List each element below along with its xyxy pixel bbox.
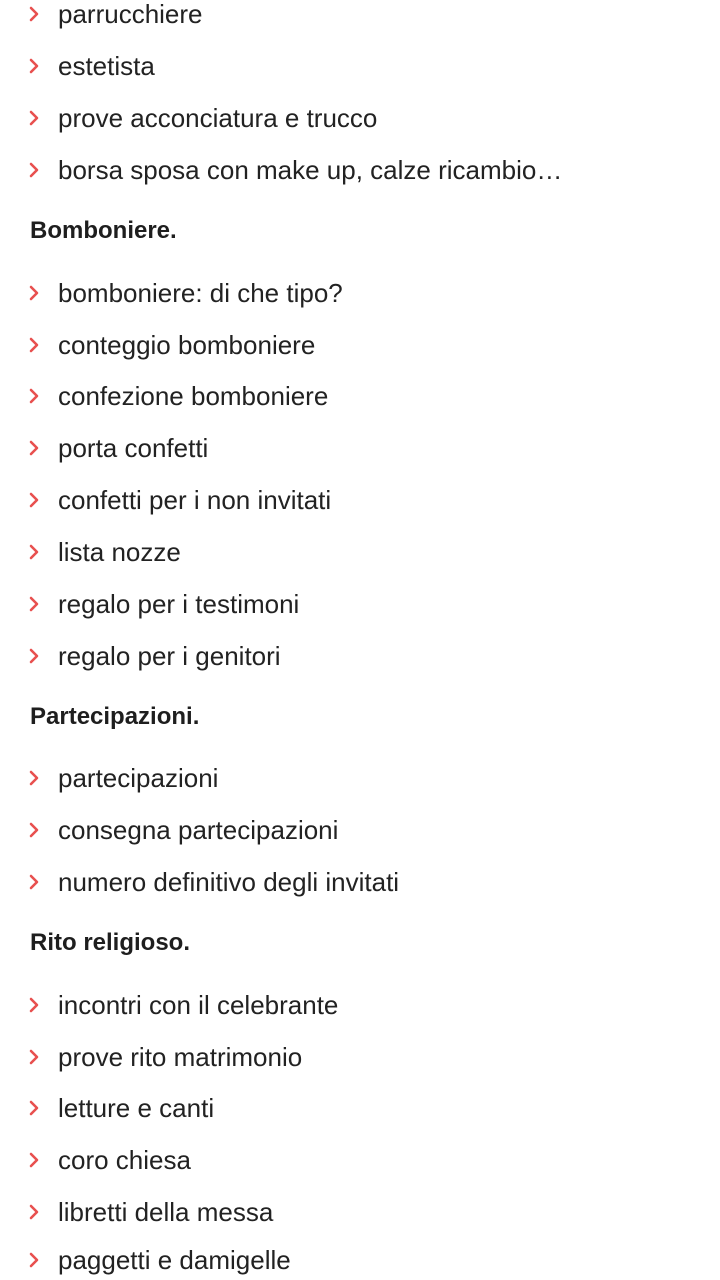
- list-item-label: prove rito matrimonio: [58, 1042, 303, 1072]
- list-item[interactable]: [0, 1088, 720, 1128]
- list-item[interactable]: [0, 480, 720, 520]
- list-item-label: parrucchiere: [58, 0, 203, 29]
- chevron-right-icon: [26, 162, 42, 178]
- chevron-right-icon: [26, 337, 42, 353]
- list-item-label: numero definitivo degli invitati: [58, 867, 400, 897]
- list-item[interactable]: [0, 758, 720, 798]
- list-item[interactable]: [0, 636, 720, 676]
- list-item-label: porta confetti: [58, 433, 209, 463]
- chevron-right-icon: [26, 1252, 42, 1268]
- chevron-right-icon: [26, 6, 42, 22]
- list-item-label: conteggio bomboniere: [58, 330, 316, 360]
- list-item-label: estetista: [58, 51, 155, 81]
- list-item[interactable]: [0, 810, 720, 850]
- list-item-label: confezione bomboniere: [58, 381, 329, 411]
- chevron-right-icon: [26, 648, 42, 664]
- list-item-label: coro chiesa: [58, 1145, 191, 1175]
- list-item-label: letture e canti: [58, 1093, 215, 1123]
- section-heading-bomboniere: Bomboniere.: [30, 217, 177, 244]
- chevron-right-icon: [26, 544, 42, 560]
- list-item[interactable]: [0, 532, 720, 572]
- chevron-right-icon: [26, 997, 42, 1013]
- section-heading-rito-religioso: Rito religioso.: [30, 929, 191, 956]
- list-item-label: libretti della messa: [58, 1197, 274, 1227]
- list-item-label: regalo per i genitori: [58, 641, 281, 671]
- list-item[interactable]: [0, 0, 720, 34]
- list-item[interactable]: [0, 1037, 720, 1077]
- list-item-label: paggetti e damigelle: [58, 1245, 291, 1275]
- chevron-right-icon: [26, 596, 42, 612]
- chevron-right-icon: [26, 388, 42, 404]
- chevron-right-icon: [26, 440, 42, 456]
- section-heading-partecipazioni: Partecipazioni.: [30, 703, 200, 730]
- chevron-right-icon: [26, 1152, 42, 1168]
- list-item[interactable]: [0, 325, 720, 365]
- list-item-label: lista nozze: [58, 537, 181, 567]
- list-item[interactable]: [0, 46, 720, 86]
- list-item[interactable]: [0, 584, 720, 624]
- chevron-right-icon: [26, 110, 42, 126]
- list-item[interactable]: [0, 273, 720, 313]
- list-item-label: bomboniere: di che tipo?: [58, 278, 343, 308]
- list-item-label: incontri con il celebrante: [58, 990, 339, 1020]
- list-item[interactable]: [0, 1240, 720, 1280]
- list-item[interactable]: [0, 985, 720, 1025]
- list-item-label: confetti per i non invitati: [58, 485, 332, 515]
- chevron-right-icon: [26, 1204, 42, 1220]
- list-item[interactable]: [0, 150, 720, 190]
- list-item[interactable]: [0, 1192, 720, 1232]
- list-item-label: regalo per i testimoni: [58, 589, 300, 619]
- list-item[interactable]: [0, 376, 720, 416]
- list-item[interactable]: [0, 1140, 720, 1180]
- chevron-right-icon: [26, 58, 42, 74]
- list-item-label: prove acconciatura e trucco: [58, 103, 378, 133]
- list-item-label: borsa sposa con make up, calze ricambio…: [58, 155, 563, 185]
- chevron-right-icon: [26, 822, 42, 838]
- chevron-right-icon: [26, 492, 42, 508]
- list-item[interactable]: [0, 428, 720, 468]
- list-item-label: consegna partecipazioni: [58, 815, 339, 845]
- list-item-label: partecipazioni: [58, 763, 219, 793]
- chevron-right-icon: [26, 1049, 42, 1065]
- chevron-right-icon: [26, 1100, 42, 1116]
- list-item[interactable]: [0, 862, 720, 902]
- chevron-right-icon: [26, 770, 42, 786]
- chevron-right-icon: [26, 874, 42, 890]
- list-item[interactable]: [0, 98, 720, 138]
- chevron-right-icon: [26, 285, 42, 301]
